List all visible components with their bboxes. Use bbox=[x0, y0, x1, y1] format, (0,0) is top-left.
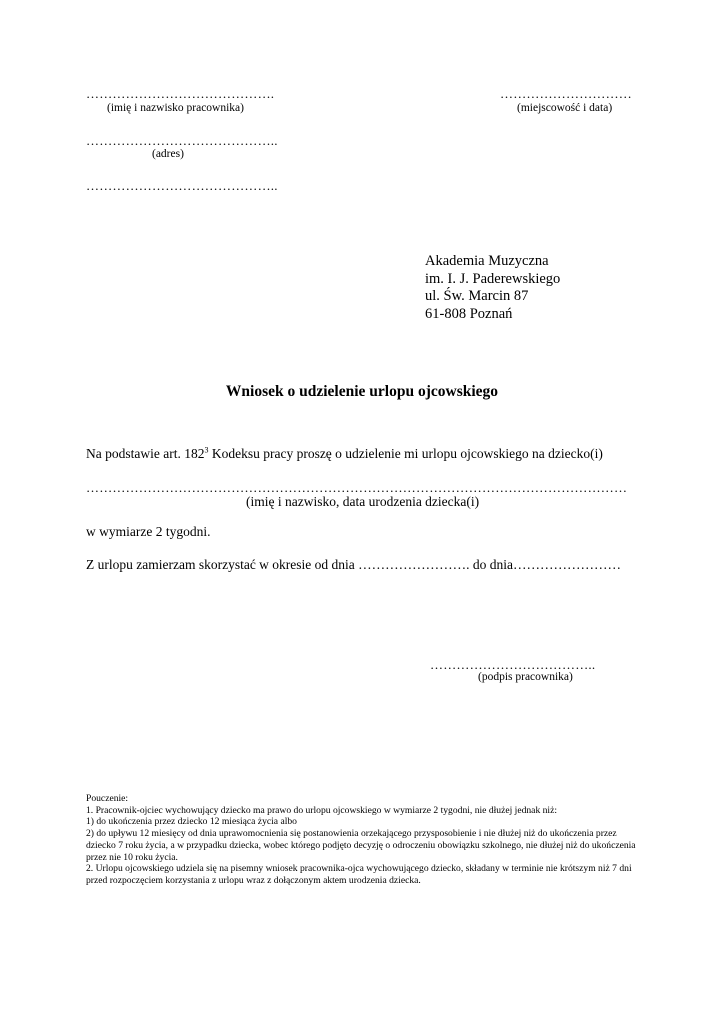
signature-label: (podpis pracownika) bbox=[478, 671, 573, 683]
place-date-label: (miejscowość i data) bbox=[517, 102, 613, 114]
notice-point-2: 2. Urlopu ojcowskiego udziela się na pisemny wniosek pracownika-ojca wychowującego dziecko, składany w terminie nie krótszym niż 7 dni przed rozpoczęciem korzystania z urlopu wraz z dołączonym aktem urodzenia dziecka. bbox=[86, 863, 632, 886]
period-text[interactable]: Z urlopu zamierzam skorzystać w okresie od dnia ……………………. do dnia…………………… bbox=[86, 557, 622, 572]
recipient-line-3: ul. Św. Marcin 87 bbox=[425, 288, 529, 304]
employee-name-line[interactable]: ……………………………………. bbox=[86, 86, 275, 101]
address-label: (adres) bbox=[152, 148, 184, 160]
place-date-line[interactable]: ………………………… bbox=[500, 86, 632, 101]
notice-point-1: 1. Pracownik-ojciec wychowujący dziecko ma prawo do urlopu ojcowskiego w wymiarze 2 tygodni, nie dłużej jednak niż: bbox=[86, 804, 558, 816]
employee-name-label: (imię i nazwisko pracownika) bbox=[107, 102, 244, 114]
signature-line[interactable]: ……………………………….. bbox=[430, 657, 596, 672]
duration-text: w wymiarze 2 tygodni. bbox=[86, 524, 211, 539]
article-superscript: 3 bbox=[204, 445, 209, 455]
child-info-line[interactable]: …………………………………………………………………………………………………………… bbox=[86, 480, 628, 495]
child-info-label: (imię i nazwisko, data urodzenia dziecka(i) bbox=[246, 494, 480, 509]
address-line[interactable]: …………………………………….. bbox=[86, 133, 278, 148]
recipient-line-2: im. I. J. Paderewskiego bbox=[425, 270, 561, 287]
request-text-b: Kodeksu pracy proszę o udzielenie mi urlopu ojcowskiego na dziecko(i) bbox=[208, 446, 603, 461]
recipient-line-4: 61-808 Poznań bbox=[425, 305, 513, 322]
document-title: Wniosek o udzielenie urlopu ojcowskiego bbox=[225, 383, 499, 400]
notice-point-1a: 1) do ukończenia przez dziecko 12 miesiąca życia albo bbox=[86, 816, 297, 828]
recipient-line-1: Akademia Muzyczna bbox=[425, 253, 549, 269]
recipient-address bbox=[425, 253, 560, 323]
request-text-a: Na podstawie art. 182 bbox=[86, 446, 205, 461]
request-paragraph bbox=[86, 446, 603, 462]
address-line-2[interactable]: …………………………………….. bbox=[86, 178, 278, 193]
notice-heading: Pouczenie: bbox=[86, 793, 129, 804]
notice-block bbox=[86, 793, 646, 887]
notice-point-1b: 2) do upływu 12 miesięcy od dnia uprawomocnienia się postanowienia orzekającego przysposobienie i nie dłużej niż do ukończenia przez dziecko 7 roku życia, a w przypadku dziecka, wobec którego podjęto decyzję o odroczeniu obowiązku szkolnego, nie dłużej niż do ukończenia przez nie 10 roku życia. bbox=[86, 828, 636, 863]
